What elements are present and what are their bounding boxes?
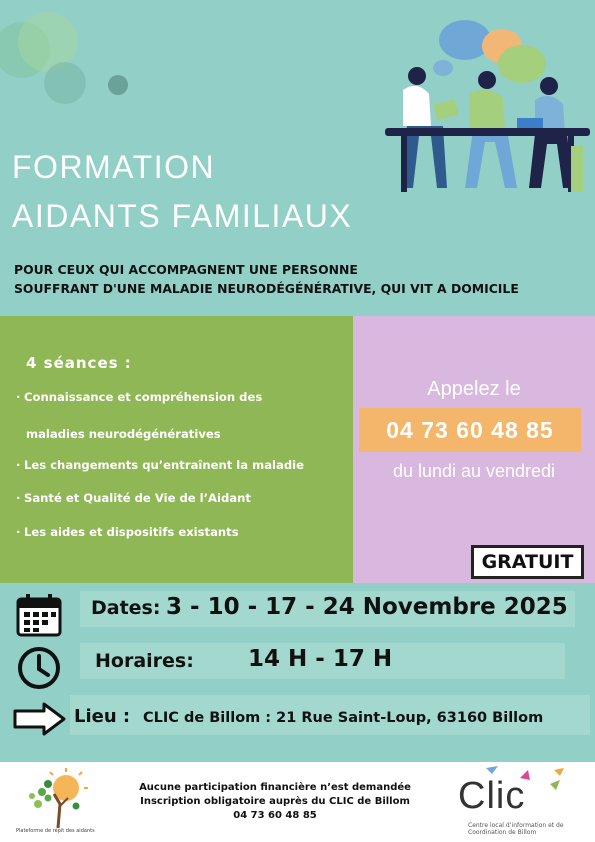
- decor-bubble: [108, 75, 128, 95]
- session-item-text: Santé et Qualité de Vie de l’Aidant: [24, 491, 251, 505]
- clock-icon: [16, 645, 62, 691]
- place-value: CLIC de Billom : 21 Rue Saint-Loup, 63160 Billom: [143, 710, 544, 726]
- header-section: [0, 0, 595, 316]
- title-line-2: AIDANTS FAMILIAUX: [12, 198, 353, 234]
- discussion-illustration: [385, 18, 590, 194]
- arrow-right-icon: [12, 701, 68, 737]
- footer-text: [120, 781, 430, 823]
- footer-phone[interactable]: 04 73 60 48 85: [233, 810, 317, 821]
- contact-panel: [353, 316, 595, 583]
- call-label: Appelez le: [427, 378, 521, 400]
- dates-value: 3 - 10 - 17 - 24 Novembre 2025: [166, 594, 568, 620]
- place-label: Lieu :: [74, 706, 131, 727]
- speech-bubble: [433, 60, 453, 76]
- respite-platform-text: Plateforme de répit des aidants: [16, 828, 95, 834]
- respite-platform-logo: [18, 766, 102, 830]
- hours-value: 14 H - 17 H: [248, 646, 393, 672]
- phone-number[interactable]: 04 73 60 48 85: [386, 417, 554, 443]
- dates-label: Dates:: [91, 597, 161, 619]
- session-item-text: Les changements qu’entraînent la maladie: [24, 458, 304, 472]
- free-badge: GRATUIT: [471, 545, 584, 579]
- speech-bubble: [498, 45, 546, 83]
- session-item-text: Connaissance et compréhension des: [24, 390, 263, 404]
- footer-line-2: Inscription obligatoire auprès du CLIC de Billom: [140, 796, 410, 807]
- session-item-continuation: maladies neurodégénératives: [26, 427, 221, 441]
- session-item: [16, 390, 262, 404]
- session-item-text: Les aides et dispositifs existants: [24, 525, 239, 539]
- bullet: ·: [16, 458, 21, 472]
- decor-bubble: [44, 62, 86, 104]
- opening-days: du lundi au vendredi: [392, 461, 556, 481]
- footer: [0, 762, 595, 842]
- clic-logo-text: Clic: [458, 775, 526, 817]
- hours-label: Horaires:: [95, 650, 194, 672]
- clic-logo-subtitle: Centre local d’information et de Coordination de Billom: [468, 822, 564, 836]
- sessions-title: 4 séances :: [26, 354, 132, 372]
- bullet: ·: [16, 390, 21, 404]
- subtitle-line-2: SOUFFRANT D'UNE MALADIE NEURODÉGÉNÉRATIVE, QUI VIT A DOMICILE: [14, 281, 519, 296]
- bullet: ·: [16, 525, 21, 539]
- calendar-icon: [16, 593, 62, 637]
- speech-bubble: [439, 20, 491, 60]
- info-section: [0, 583, 595, 762]
- subtitle-line-1: POUR CEUX QUI ACCOMPAGNENT UNE PERSONNE: [14, 262, 358, 277]
- bullet: ·: [16, 491, 21, 505]
- title-line-1: FORMATION: [12, 149, 216, 185]
- phone-box: [359, 408, 581, 452]
- footer-line-1: Aucune participation financière n’est demandée: [139, 782, 411, 793]
- sessions-panel: [0, 316, 353, 583]
- session-item: [16, 525, 239, 539]
- session-item: [16, 491, 251, 505]
- subtitle: [14, 260, 589, 298]
- session-item: [16, 458, 304, 472]
